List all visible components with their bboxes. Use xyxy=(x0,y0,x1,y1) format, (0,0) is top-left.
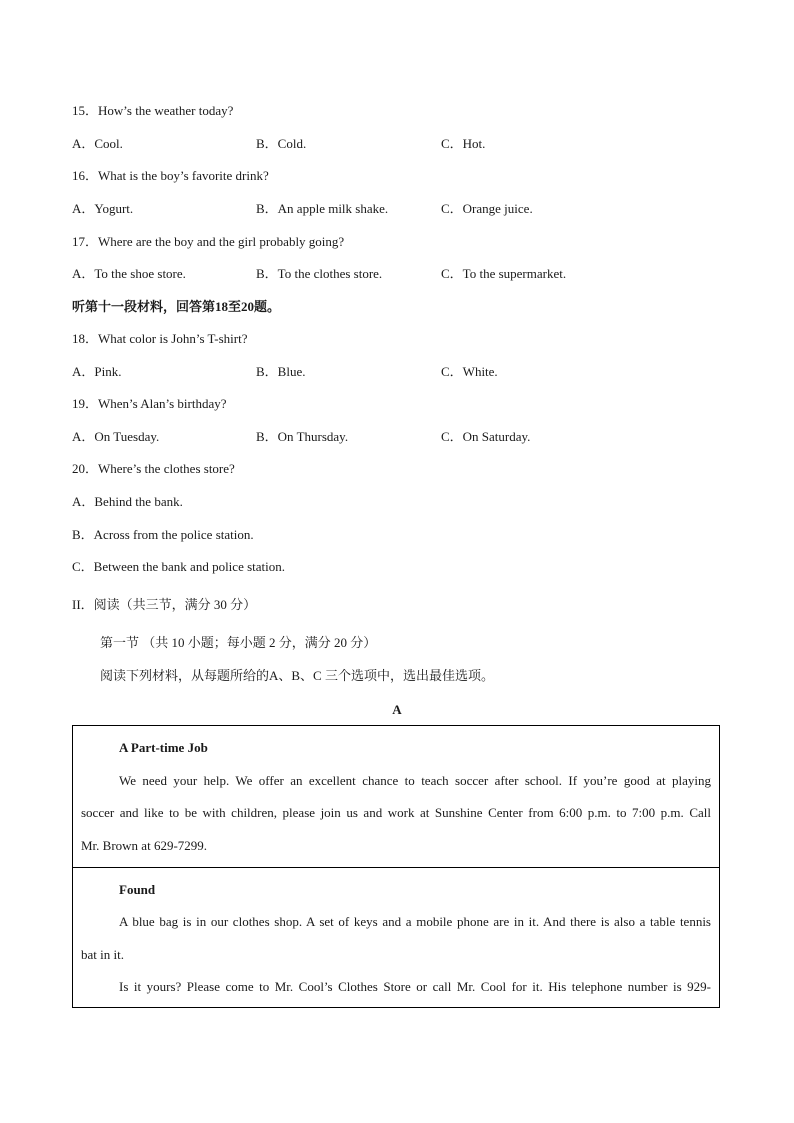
question-16-stem: 16．What is the boy’s favorite drink? xyxy=(72,168,269,183)
notice-1-line-3: Mr. Brown at 629-7299. xyxy=(81,838,208,853)
notice-1-title: A Part-time Job xyxy=(119,740,208,755)
question-17-option-b: B．To the clothes store. xyxy=(256,266,383,281)
part-title: 第一节 （共 10 小题；每小题 2 分，满分 20 分） xyxy=(100,635,377,650)
question-17-stem: 17．Where are the boy and the girl probably going? xyxy=(72,234,345,249)
question-19-option-b: B．On Thursday. xyxy=(256,429,349,444)
question-16-option-a: A．Yogurt. xyxy=(72,201,134,216)
question-17-option-c: C．To the supermarket. xyxy=(441,266,567,281)
directions: 阅读下列材料，从每题所给的A、B、C 三个选项中，选出最佳选项。 xyxy=(100,668,494,683)
question-18-option-c: C．White. xyxy=(441,364,498,379)
question-16-option-b: B．An apple milk shake. xyxy=(256,201,389,216)
question-20-option-c: C．Between the bank and police station. xyxy=(72,559,286,574)
notice-2-line-2: bat in it. xyxy=(81,947,124,962)
question-15-option-a: A．Cool. xyxy=(72,136,123,151)
question-20-option-b: B．Across from the police station. xyxy=(72,527,254,542)
question-15-option-c: C．Hot. xyxy=(441,136,486,151)
notice-part-time-job xyxy=(72,725,720,868)
listening-instruction: 听第十一段材料，回答第18至20题。 xyxy=(72,299,281,314)
notice-2-line-3: Is it yours? Please come to Mr. Cool’s Clothes Store or call Mr. Cool for it. His telephone number is 929- xyxy=(119,979,711,994)
question-15-option-b: B．Cold. xyxy=(256,136,307,151)
question-19-option-c: C．On Saturday. xyxy=(441,429,531,444)
section-title: II．阅读（共三节，满分 30 分） xyxy=(72,597,257,612)
question-20-option-a: A．Behind the bank. xyxy=(72,494,183,509)
question-16-option-c: C．Orange juice. xyxy=(441,201,533,216)
question-19-option-a: A．On Tuesday. xyxy=(72,429,160,444)
question-19-stem: 19．When’s Alan’s birthday? xyxy=(72,396,227,411)
question-17-option-a: A．To the shoe store. xyxy=(72,266,186,281)
question-18-stem: 18．What color is John’s T-shirt? xyxy=(72,331,248,346)
notice-1-line-2: soccer and like to be with children, please join us and work at Sunshine Center from 6:00 p.m. to 7:00 p.m. Call xyxy=(81,805,711,820)
notice-1-line-1: We need your help. We offer an excellent chance to teach soccer after school. If you’re good at playing xyxy=(119,773,711,788)
passage-label: A xyxy=(392,702,402,717)
question-18-option-a: A．Pink. xyxy=(72,364,122,379)
notice-2-title: Found xyxy=(119,882,156,897)
question-20-stem: 20．Where’s the clothes store? xyxy=(72,461,235,476)
question-15-stem: 15．How’s the weather today? xyxy=(72,103,234,118)
notice-2-line-1: A blue bag is in our clothes shop. A set of keys and a mobile phone are in it. And there is also a table tennis xyxy=(119,914,711,929)
notice-found xyxy=(72,867,720,1008)
question-18-option-b: B．Blue. xyxy=(256,364,306,379)
